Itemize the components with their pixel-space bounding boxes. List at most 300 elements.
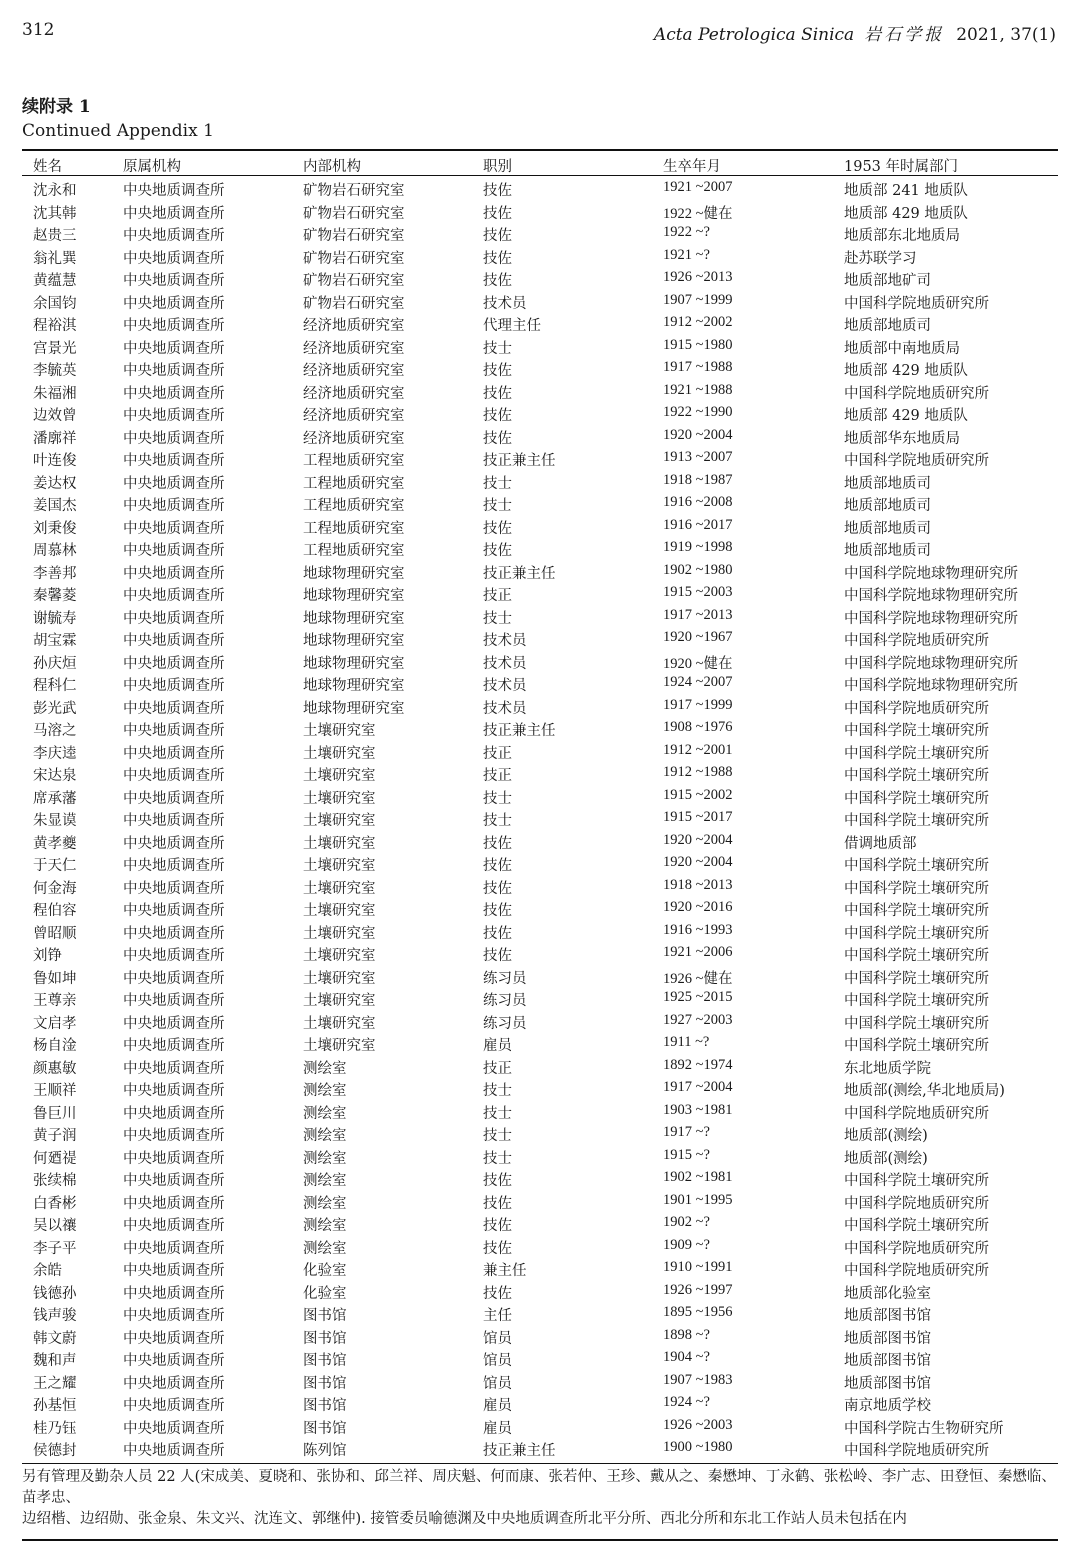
cell-1953-department: 地质部地矿司 <box>844 273 931 289</box>
cell-1953-department: 中国科学院地质研究所 <box>844 1105 989 1122</box>
cell-name: 程伯容 <box>33 903 77 919</box>
cell-internal-unit: 矿物岩石研究室 <box>303 273 405 289</box>
cell-position: 雇员 <box>483 1420 512 1437</box>
cell-original-institution: 中央地质调查所 <box>123 520 225 537</box>
cell-internal-unit: 测绘室 <box>303 1128 347 1144</box>
table-row <box>22 335 1058 358</box>
cell-1953-department: 中国科学院土壤研究所 <box>844 903 989 919</box>
cell-name: 孙庆烜 <box>33 655 77 672</box>
journal-title-en: Acta Petrologica Sinica <box>653 25 855 45</box>
cell-name: 文启孝 <box>33 1015 77 1032</box>
cell-internal-unit: 工程地质研究室 <box>303 453 405 469</box>
cell-1953-department: 中国科学院地球物理研究所 <box>844 655 1018 672</box>
cell-original-institution: 中央地质调查所 <box>123 1240 225 1257</box>
cell-name: 翁礼巽 <box>33 250 77 267</box>
table-row <box>22 245 1058 268</box>
cell-position: 技士 <box>483 498 512 514</box>
cell-1953-department: 中国科学院土壤研究所 <box>844 925 989 942</box>
journal-title-cn: 岩石学报 <box>864 25 945 45</box>
cell-life-years: 1895 ~1956 <box>663 1304 733 1320</box>
cell-name: 张续棉 <box>33 1173 77 1189</box>
footnote-line: 边绍楷、边绍勋、张金泉、朱文兴、沈连文、郭继仲). 接管委员喻德渊及中央地质调查所北平分所、西北分所和东北工作站人员未包括在内 <box>22 1511 907 1527</box>
cell-name: 赵贵三 <box>33 228 77 244</box>
cell-internal-unit: 图书馆 <box>303 1375 347 1392</box>
cell-1953-department: 地质部 241 地质队 <box>844 183 968 199</box>
cell-1953-department: 中国科学院土壤研究所 <box>844 790 989 807</box>
cell-position: 主任 <box>483 1308 512 1324</box>
cell-position: 技佐 <box>483 408 512 424</box>
table-row <box>22 605 1058 628</box>
cell-original-institution: 中央地质调查所 <box>123 453 225 469</box>
cell-name: 朱显谟 <box>33 813 77 829</box>
cell-original-institution: 中央地质调查所 <box>123 340 225 357</box>
cell-name: 桂乃钰 <box>33 1420 77 1437</box>
cell-position: 技士 <box>483 1105 512 1122</box>
cell-1953-department: 地质部中南地质局 <box>844 340 960 357</box>
cell-life-years: 1892 ~1974 <box>663 1056 733 1073</box>
cell-life-years: 1904 ~? <box>663 1349 710 1365</box>
cell-life-years: 1917 ~2013 <box>663 606 733 623</box>
cell-internal-unit: 地球物理研究室 <box>303 565 405 582</box>
cell-position: 代理主任 <box>483 318 541 334</box>
cell-internal-unit: 地球物理研究室 <box>303 700 405 717</box>
cell-original-institution: 中央地质调查所 <box>123 273 225 289</box>
table-row <box>22 222 1058 245</box>
cell-name: 魏和声 <box>33 1353 77 1369</box>
cell-life-years: 1926 ~2003 <box>663 1416 733 1433</box>
table-row <box>22 717 1058 740</box>
cell-name: 马溶之 <box>33 723 77 739</box>
cell-1953-department: 中国科学院土壤研究所 <box>844 948 989 964</box>
cell-position: 技佐 <box>483 903 512 919</box>
cell-position: 技正兼主任 <box>483 1443 556 1459</box>
table-row <box>22 177 1058 200</box>
cell-position: 技佐 <box>483 1285 512 1302</box>
column-header-internal-unit: 内部机构 <box>303 159 361 175</box>
cell-original-institution: 中央地质调查所 <box>123 678 225 694</box>
cell-1953-department: 地质部(测绘) <box>844 1150 928 1167</box>
cell-internal-unit: 土壤研究室 <box>303 723 376 739</box>
cell-original-institution: 中央地质调查所 <box>123 183 225 199</box>
cell-name: 白香彬 <box>33 1195 77 1212</box>
cell-original-institution: 中央地质调查所 <box>123 948 225 964</box>
cell-original-institution: 中央地质调查所 <box>123 723 225 739</box>
cell-life-years: 1920 ~2004 <box>663 831 733 848</box>
table-row <box>22 1100 1058 1123</box>
cell-position: 技术员 <box>483 633 527 649</box>
cell-1953-department: 中国科学院地质研究所 <box>844 1263 989 1279</box>
cell-original-institution: 中央地质调查所 <box>123 993 225 1009</box>
cell-position: 技士 <box>483 340 512 357</box>
cell-original-institution: 中央地质调查所 <box>123 318 225 334</box>
cell-internal-unit: 工程地质研究室 <box>303 498 405 514</box>
cell-original-institution: 中央地质调查所 <box>123 1015 225 1032</box>
cell-life-years: 1915 ~? <box>663 1146 710 1163</box>
cell-life-years: 1924 ~? <box>663 1394 710 1410</box>
cell-position: 技术员 <box>483 655 527 672</box>
column-header-life-years: 生卒年月 <box>663 159 721 175</box>
table-row <box>22 1257 1058 1280</box>
cell-life-years: 1912 ~2001 <box>663 741 733 758</box>
cell-internal-unit: 土壤研究室 <box>303 970 376 987</box>
table-row <box>22 785 1058 808</box>
cell-name: 宋达泉 <box>33 768 77 784</box>
cell-position: 雇员 <box>483 1398 512 1414</box>
cell-internal-unit: 土壤研究室 <box>303 903 376 919</box>
cell-internal-unit: 测绘室 <box>303 1240 347 1257</box>
cell-name: 姜达权 <box>33 475 77 492</box>
cell-name: 颜惠敏 <box>33 1060 77 1077</box>
cell-1953-department: 地质部地质司 <box>844 498 931 514</box>
cell-1953-department: 中国科学院土壤研究所 <box>844 1218 989 1234</box>
table-row <box>22 447 1058 470</box>
cell-original-institution: 中央地质调查所 <box>123 1263 225 1279</box>
cell-name: 李子平 <box>33 1240 77 1257</box>
cell-internal-unit: 矿物岩石研究室 <box>303 295 405 312</box>
cell-life-years: 1908 ~1976 <box>663 719 733 735</box>
cell-life-years: 1898 ~? <box>663 1326 710 1343</box>
cell-position: 技佐 <box>483 543 512 559</box>
cell-internal-unit: 图书馆 <box>303 1308 347 1324</box>
cell-internal-unit: 土壤研究室 <box>303 745 376 762</box>
cell-life-years: 1916 ~2008 <box>663 494 733 510</box>
table-row <box>22 582 1058 605</box>
cell-1953-department: 地质部图书馆 <box>844 1330 931 1347</box>
cell-internal-unit: 化验室 <box>303 1285 347 1302</box>
cell-life-years: 1918 ~1987 <box>663 471 733 488</box>
cell-1953-department: 中国科学院土壤研究所 <box>844 768 989 784</box>
cell-position: 技正 <box>483 1060 512 1077</box>
table-body-end-rule <box>22 1463 1058 1464</box>
cell-position: 技士 <box>483 813 512 829</box>
cell-position: 技佐 <box>483 205 512 222</box>
cell-1953-department: 中国科学院地质研究所 <box>844 1443 989 1459</box>
cell-life-years: 1912 ~2002 <box>663 314 733 330</box>
cell-1953-department: 中国科学院地质研究所 <box>844 700 989 717</box>
cell-internal-unit: 陈列馆 <box>303 1443 347 1459</box>
cell-life-years: 1915 ~2002 <box>663 786 733 803</box>
cell-name: 王顺祥 <box>33 1083 77 1099</box>
cell-name: 余皓 <box>33 1263 62 1279</box>
table-row <box>22 852 1058 875</box>
cell-internal-unit: 土壤研究室 <box>303 948 376 964</box>
table-bottom-rule <box>22 1539 1058 1541</box>
column-header-name: 姓名 <box>33 159 62 175</box>
cell-internal-unit: 经济地质研究室 <box>303 318 405 334</box>
cell-name: 曾昭顺 <box>33 925 77 942</box>
cell-position: 技士 <box>483 1083 512 1099</box>
cell-1953-department: 中国科学院土壤研究所 <box>844 723 989 739</box>
cell-1953-department: 中国科学院土壤研究所 <box>844 745 989 762</box>
cell-1953-department: 中国科学院古生物研究所 <box>844 1420 1004 1437</box>
cell-life-years: 1912 ~1988 <box>663 764 733 780</box>
cell-name: 韩文蔚 <box>33 1330 77 1347</box>
table-header <box>22 153 1058 175</box>
cell-life-years: 1920 ~1967 <box>663 629 733 645</box>
appendix-title-en: Continued Appendix 1 <box>22 121 214 141</box>
cell-internal-unit: 土壤研究室 <box>303 925 376 942</box>
cell-1953-department: 中国科学院地球物理研究所 <box>844 610 1018 627</box>
cell-position: 兼主任 <box>483 1263 527 1279</box>
cell-1953-department: 地质部华东地质局 <box>844 430 960 447</box>
cell-position: 技佐 <box>483 1173 512 1189</box>
cell-life-years: 1921 ~2007 <box>663 179 733 195</box>
table-row <box>22 560 1058 583</box>
cell-position: 技术员 <box>483 295 527 312</box>
table-row <box>22 1392 1058 1415</box>
table-row <box>22 1370 1058 1393</box>
cell-name: 朱福湘 <box>33 385 77 402</box>
cell-original-institution: 中央地质调查所 <box>123 498 225 514</box>
table-body <box>22 177 1058 1460</box>
cell-name: 黄蕴慧 <box>33 273 77 289</box>
cell-1953-department: 赴苏联学习 <box>844 250 917 267</box>
table-row <box>22 200 1058 223</box>
cell-internal-unit: 测绘室 <box>303 1150 347 1167</box>
cell-position: 技佐 <box>483 1218 512 1234</box>
cell-1953-department: 中国科学院地球物理研究所 <box>844 565 1018 582</box>
cell-1953-department: 地质部 429 地质队 <box>844 363 968 379</box>
cell-internal-unit: 工程地质研究室 <box>303 520 405 537</box>
cell-internal-unit: 矿物岩石研究室 <box>303 250 405 267</box>
cell-life-years: 1915 ~1980 <box>663 336 733 353</box>
cell-position: 技佐 <box>483 858 512 874</box>
cell-life-years: 1926 ~1997 <box>663 1281 733 1298</box>
cell-original-institution: 中央地质调查所 <box>123 858 225 874</box>
table-row <box>22 672 1058 695</box>
cell-position: 技士 <box>483 610 512 627</box>
cell-name: 沈永和 <box>33 183 77 199</box>
cell-name: 鲁如坤 <box>33 970 77 987</box>
cell-original-institution: 中央地质调查所 <box>123 655 225 672</box>
cell-original-institution: 中央地质调查所 <box>123 1128 225 1144</box>
table-row <box>22 1415 1058 1438</box>
cell-name: 刘秉俊 <box>33 520 77 537</box>
cell-original-institution: 中央地质调查所 <box>123 228 225 244</box>
cell-internal-unit: 经济地质研究室 <box>303 385 405 402</box>
cell-original-institution: 中央地质调查所 <box>123 205 225 222</box>
page-number: 312 <box>22 20 55 40</box>
cell-1953-department: 中国科学院土壤研究所 <box>844 858 989 874</box>
cell-position: 技佐 <box>483 925 512 942</box>
table-row <box>22 830 1058 853</box>
cell-original-institution: 中央地质调查所 <box>123 1173 225 1189</box>
table-row <box>22 1077 1058 1100</box>
cell-position: 技士 <box>483 1150 512 1167</box>
cell-internal-unit: 测绘室 <box>303 1105 347 1122</box>
cell-life-years: 1925 ~2015 <box>663 989 733 1005</box>
cell-name: 潘廓祥 <box>33 430 77 447</box>
cell-life-years: 1907 ~1983 <box>663 1371 733 1388</box>
table-row <box>22 1055 1058 1078</box>
cell-life-years: 1920 ~健在 <box>663 655 733 672</box>
cell-life-years: 1922 ~1990 <box>663 404 733 420</box>
cell-1953-department: 中国科学院地质研究所 <box>844 1240 989 1257</box>
table-row <box>22 920 1058 943</box>
table-row <box>22 1235 1058 1258</box>
cell-original-institution: 中央地质调查所 <box>123 1420 225 1437</box>
cell-internal-unit: 地球物理研究室 <box>303 678 405 694</box>
cell-original-institution: 中央地质调查所 <box>123 633 225 649</box>
cell-original-institution: 中央地质调查所 <box>123 1083 225 1099</box>
cell-internal-unit: 工程地质研究室 <box>303 475 405 492</box>
column-header-position: 职别 <box>483 159 512 175</box>
cell-original-institution: 中央地质调查所 <box>123 835 225 852</box>
cell-life-years: 1915 ~2017 <box>663 809 733 825</box>
cell-1953-department: 地质部(测绘) <box>844 1128 928 1144</box>
cell-internal-unit: 测绘室 <box>303 1083 347 1099</box>
cell-original-institution: 中央地质调查所 <box>123 768 225 784</box>
cell-life-years: 1902 ~? <box>663 1214 710 1230</box>
table-header-rule <box>22 175 1058 176</box>
cell-life-years: 1913 ~2007 <box>663 449 733 465</box>
cell-name: 彭光武 <box>33 700 77 717</box>
cell-life-years: 1927 ~2003 <box>663 1011 733 1028</box>
table-row <box>22 357 1058 380</box>
cell-internal-unit: 土壤研究室 <box>303 790 376 807</box>
cell-original-institution: 中央地质调查所 <box>123 700 225 717</box>
cell-life-years: 1910 ~1991 <box>663 1259 733 1275</box>
cell-1953-department: 地质部 429 地质队 <box>844 205 968 222</box>
cell-position: 练习员 <box>483 970 527 987</box>
cell-position: 技正兼主任 <box>483 565 556 582</box>
cell-position: 技佐 <box>483 273 512 289</box>
cell-1953-department: 中国科学院土壤研究所 <box>844 1038 989 1054</box>
table-row <box>22 1190 1058 1213</box>
cell-position: 技正 <box>483 768 512 784</box>
cell-name: 钱德孙 <box>33 1285 77 1302</box>
cell-internal-unit: 土壤研究室 <box>303 1038 376 1054</box>
cell-name: 何廼禔 <box>33 1150 77 1167</box>
cell-1953-department: 地质部化验室 <box>844 1285 931 1302</box>
table-row <box>22 470 1058 493</box>
appendix-title-cn: 续附录 1 <box>22 97 91 117</box>
cell-internal-unit: 化验室 <box>303 1263 347 1279</box>
cell-life-years: 1926 ~健在 <box>663 970 733 987</box>
table-row <box>22 380 1058 403</box>
cell-internal-unit: 土壤研究室 <box>303 768 376 784</box>
cell-1953-department: 地质部地质司 <box>844 520 931 537</box>
table-row <box>22 402 1058 425</box>
table-row <box>22 1122 1058 1145</box>
cell-name: 李毓英 <box>33 363 77 379</box>
cell-1953-department: 地质部地质司 <box>844 543 931 559</box>
cell-name: 胡宝霖 <box>33 633 77 649</box>
cell-position: 练习员 <box>483 1015 527 1032</box>
cell-name: 沈其韩 <box>33 205 77 222</box>
cell-1953-department: 借调地质部 <box>844 835 917 852</box>
table-row <box>22 1010 1058 1033</box>
table-row <box>22 1347 1058 1370</box>
cell-1953-department: 地质部图书馆 <box>844 1375 931 1392</box>
table-row <box>22 1032 1058 1055</box>
cell-original-institution: 中央地质调查所 <box>123 1398 225 1414</box>
cell-position: 技佐 <box>483 250 512 267</box>
cell-life-years: 1902 ~1981 <box>663 1169 733 1185</box>
cell-original-institution: 中央地质调查所 <box>123 1038 225 1054</box>
cell-internal-unit: 土壤研究室 <box>303 993 376 1009</box>
table-row <box>22 942 1058 965</box>
cell-position: 馆员 <box>483 1375 512 1392</box>
table-row <box>22 650 1058 673</box>
cell-position: 馆员 <box>483 1330 512 1347</box>
cell-life-years: 1920 ~2004 <box>663 854 733 870</box>
table-row <box>22 1145 1058 1168</box>
cell-original-institution: 中央地质调查所 <box>123 565 225 582</box>
cell-name: 秦馨菱 <box>33 588 77 604</box>
cell-internal-unit: 测绘室 <box>303 1218 347 1234</box>
cell-name: 刘铮 <box>33 948 62 964</box>
cell-position: 技佐 <box>483 880 512 897</box>
table-row <box>22 695 1058 718</box>
cell-name: 席承藩 <box>33 790 77 807</box>
cell-internal-unit: 经济地质研究室 <box>303 363 405 379</box>
cell-name: 孙基恒 <box>33 1398 77 1414</box>
cell-life-years: 1915 ~2003 <box>663 584 733 600</box>
cell-position: 技正兼主任 <box>483 453 556 469</box>
cell-1953-department: 地质部地质司 <box>844 475 931 492</box>
cell-internal-unit: 经济地质研究室 <box>303 340 405 357</box>
cell-1953-department: 中国科学院地球物理研究所 <box>844 588 1018 604</box>
cell-internal-unit: 地球物理研究室 <box>303 610 405 627</box>
cell-name: 宫景光 <box>33 340 77 357</box>
cell-name: 姜国杰 <box>33 498 77 514</box>
table-row <box>22 537 1058 560</box>
cell-position: 技佐 <box>483 430 512 447</box>
table-row <box>22 987 1058 1010</box>
cell-internal-unit: 土壤研究室 <box>303 1015 376 1032</box>
cell-1953-department: 中国科学院地质研究所 <box>844 295 989 312</box>
issue-info: 2021, 37(1) <box>956 25 1056 45</box>
cell-position: 技士 <box>483 1128 512 1144</box>
cell-life-years: 1916 ~2017 <box>663 516 733 533</box>
table-row <box>22 515 1058 538</box>
cell-original-institution: 中央地质调查所 <box>123 880 225 897</box>
cell-position: 技正 <box>483 588 512 604</box>
cell-internal-unit: 土壤研究室 <box>303 835 376 852</box>
cell-original-institution: 中央地质调查所 <box>123 610 225 627</box>
cell-name: 叶连俊 <box>33 453 77 469</box>
cell-name: 边效曾 <box>33 408 77 424</box>
cell-name: 周慕林 <box>33 543 77 559</box>
cell-original-institution: 中央地质调查所 <box>123 1195 225 1212</box>
cell-life-years: 1903 ~1981 <box>663 1101 733 1118</box>
cell-internal-unit: 矿物岩石研究室 <box>303 228 405 244</box>
table-row <box>22 627 1058 650</box>
cell-life-years: 1918 ~2013 <box>663 876 733 893</box>
cell-life-years: 1920 ~2004 <box>663 426 733 443</box>
cell-1953-department: 中国科学院土壤研究所 <box>844 1015 989 1032</box>
cell-original-institution: 中央地质调查所 <box>123 745 225 762</box>
cell-life-years: 1926 ~2013 <box>663 269 733 285</box>
cell-position: 技正兼主任 <box>483 723 556 739</box>
cell-name: 程科仁 <box>33 678 77 694</box>
cell-original-institution: 中央地质调查所 <box>123 1285 225 1302</box>
cell-position: 技术员 <box>483 700 527 717</box>
cell-life-years: 1917 ~1988 <box>663 359 733 375</box>
cell-original-institution: 中央地质调查所 <box>123 1330 225 1347</box>
cell-position: 雇员 <box>483 1038 512 1054</box>
cell-life-years: 1921 ~1988 <box>663 381 733 398</box>
cell-name: 于天仁 <box>33 858 77 874</box>
cell-life-years: 1924 ~2007 <box>663 674 733 690</box>
cell-internal-unit: 地球物理研究室 <box>303 655 405 672</box>
cell-name: 王尊亲 <box>33 993 77 1009</box>
table-row <box>22 1325 1058 1348</box>
cell-internal-unit: 经济地质研究室 <box>303 408 405 424</box>
cell-internal-unit: 工程地质研究室 <box>303 543 405 559</box>
cell-1953-department: 地质部地质司 <box>844 318 931 334</box>
